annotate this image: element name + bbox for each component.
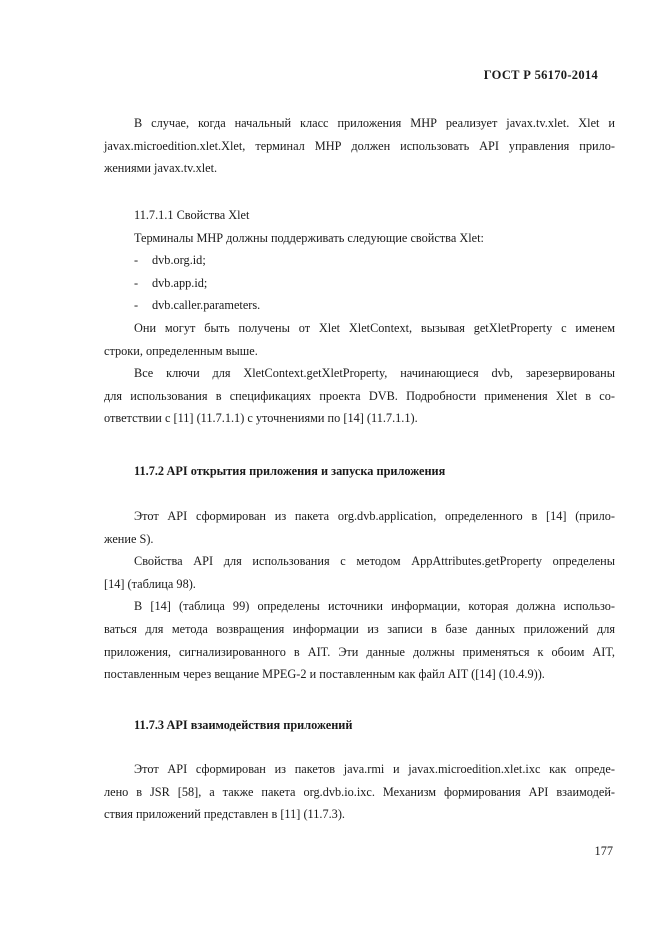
text-line: строки, определенным выше. [104,343,258,358]
section-heading: 11.7.2 API открытия приложения и запуска приложения [134,464,446,478]
text-line: поставленным через вещание MPEG-2 и поставленным как файл AIT ([14] (10.4.9)). [104,667,545,682]
list-item-text: dvb.org.id; [152,253,206,268]
section-11-7-3-body [104,758,615,826]
section-11-7-3 [104,714,615,737]
list-item-text: dvb.caller.parameters. [152,298,261,313]
text-line: Этот API сформирован из пакета org.dvb.application, определенного в [14] (прило- [134,509,615,523]
list-item: - dvb.caller.parameters. [134,298,261,313]
document-header: ГОСТ Р 56170-2014 [483,68,598,82]
text-line: для использования в спецификациях проекта DVB. Подробности применения Xlet в со- [104,388,615,403]
text-line: жениями javax.tv.xlet. [104,161,218,176]
paragraph-intro [104,112,615,180]
text-line: Этот API сформирован из пакетов java.rmi и javax.microedition.xlet.ixc как опреде- [134,762,615,776]
text-line: ствия приложений представлен в [11] (11.7.3). [104,807,345,822]
text-line: Они могут быть получены от Xlet XletContext, вызывая getXletProperty с именем [134,320,615,335]
text-line: лено в JSR [58], а также пакета org.dvb.io.ixc. Механизм формирования API взаимодей- [104,784,615,799]
text-line: ваться для метода возвращения информации из записи в базе данных приложений для [104,621,615,636]
section-11-7-1-1 [104,204,615,430]
text-line: javax.microedition.xlet.Xlet, терминал МНР должен использовать API управления прило- [104,138,615,153]
page-number: 177 [594,844,613,858]
section-11-7-2 [104,460,615,483]
text-line: приложения, сигнализированного в AIT. Эти данные должны применяться к обоим AIT, [104,644,615,659]
list-item: - dvb.app.id; [134,275,208,290]
text-line: Терминалы МНР должны поддерживать следующие свойства Xlet: [134,230,484,245]
list-item: - dvb.org.id; [134,253,206,268]
text-line: Свойства API для использования с методом AppAttributes.getProperty определены [134,554,615,569]
section-11-7-2-body [104,505,615,686]
section-heading: 11.7.3 API взаимодействия приложений [134,718,353,732]
text-line: жение S). [104,531,154,546]
text-line: [14] (таблица 98). [104,576,196,591]
text-line: В случае, когда начальный класс приложения МНР реализует javax.tv.xlet. Xlet и [134,116,615,130]
section-title: 11.7.1.1 Свойства Xlet [134,208,250,222]
list-item-text: dvb.app.id; [152,275,208,290]
text-line: ответствии с [11] (11.7.1.1) с уточнениями по [14] (11.7.1.1). [104,411,418,426]
text-line: Все ключи для XletContext.getXletProperty, начинающиеся dvb, зарезервированы [134,366,615,381]
text-line: В [14] (таблица 99) определены источники информации, которая должна использо- [134,599,615,614]
